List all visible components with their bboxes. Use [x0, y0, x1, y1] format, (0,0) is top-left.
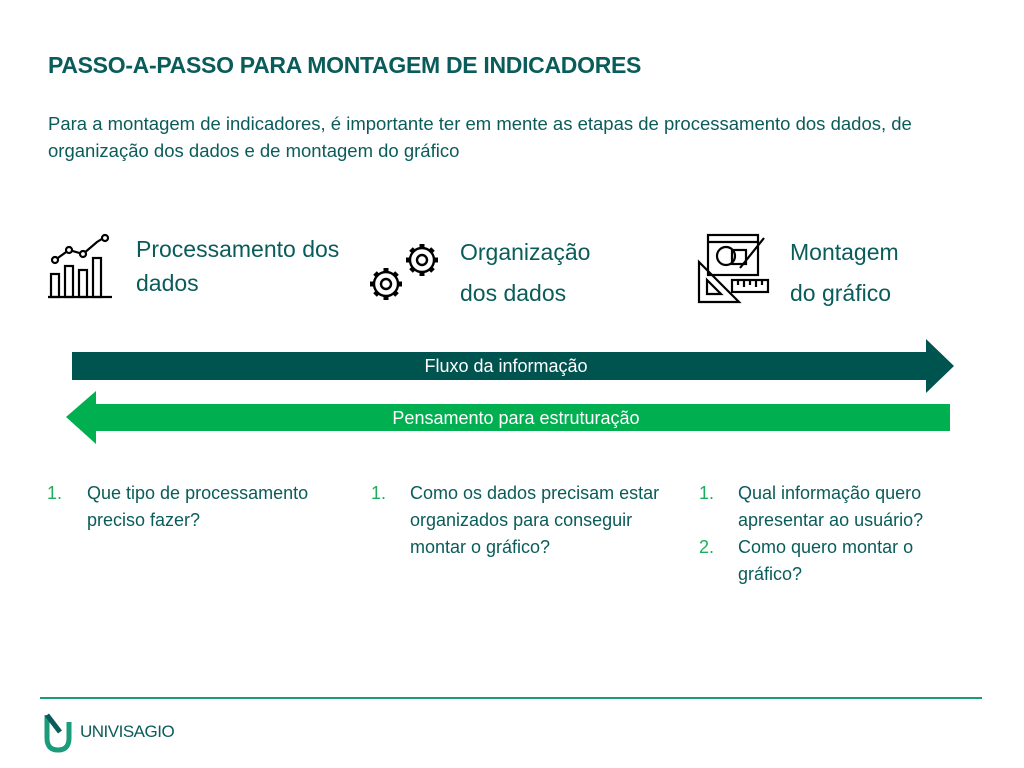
questions-processing — [47, 480, 347, 534]
structuring-thinking-label: Pensamento para estruturação — [392, 408, 640, 428]
univisagio-logo-mark — [42, 712, 74, 754]
footer-divider — [40, 697, 982, 699]
list-text: Que tipo de processamento preciso fazer? — [87, 483, 309, 530]
page-title: PASSO-A-PASSO PARA MONTAGEM DE INDICADORES — [48, 52, 642, 78]
list-item — [47, 480, 347, 534]
list-item — [371, 480, 671, 561]
step-chart-building-line1: Montagem — [790, 239, 899, 265]
list-number: 1. — [371, 483, 387, 503]
intro-paragraph: Para a montagem de indicadores, é importante ter em mente as etapas de processamento dos dados, de organização dos dados e de montagem do gráfico — [48, 113, 912, 161]
step-organization-line1: Organização — [460, 239, 591, 265]
logo-text: UNIVISAGIO — [80, 722, 175, 741]
list-text: Como os dados precisam estar organizados para conseguir montar o gráfico? — [410, 483, 660, 557]
step-organization-line2: dos dados — [460, 280, 567, 306]
questions-chart-building — [699, 480, 964, 588]
list-text: Qual informação quero apresentar ao usuário? — [738, 483, 924, 530]
list-number: 1. — [47, 483, 63, 503]
questions-organization — [371, 480, 671, 561]
step-chart-building-line2: do gráfico — [790, 280, 892, 306]
list-number: 1. — [699, 483, 715, 503]
list-number: 2. — [699, 537, 715, 557]
list-text: Como quero montar o gráfico? — [738, 537, 914, 584]
list-item — [699, 534, 964, 588]
step-processing-line1: Processamento dos — [136, 236, 340, 262]
information-flow-label: Fluxo da informação — [424, 356, 588, 376]
step-processing-line2: dados — [136, 270, 199, 296]
list-item — [699, 480, 964, 534]
